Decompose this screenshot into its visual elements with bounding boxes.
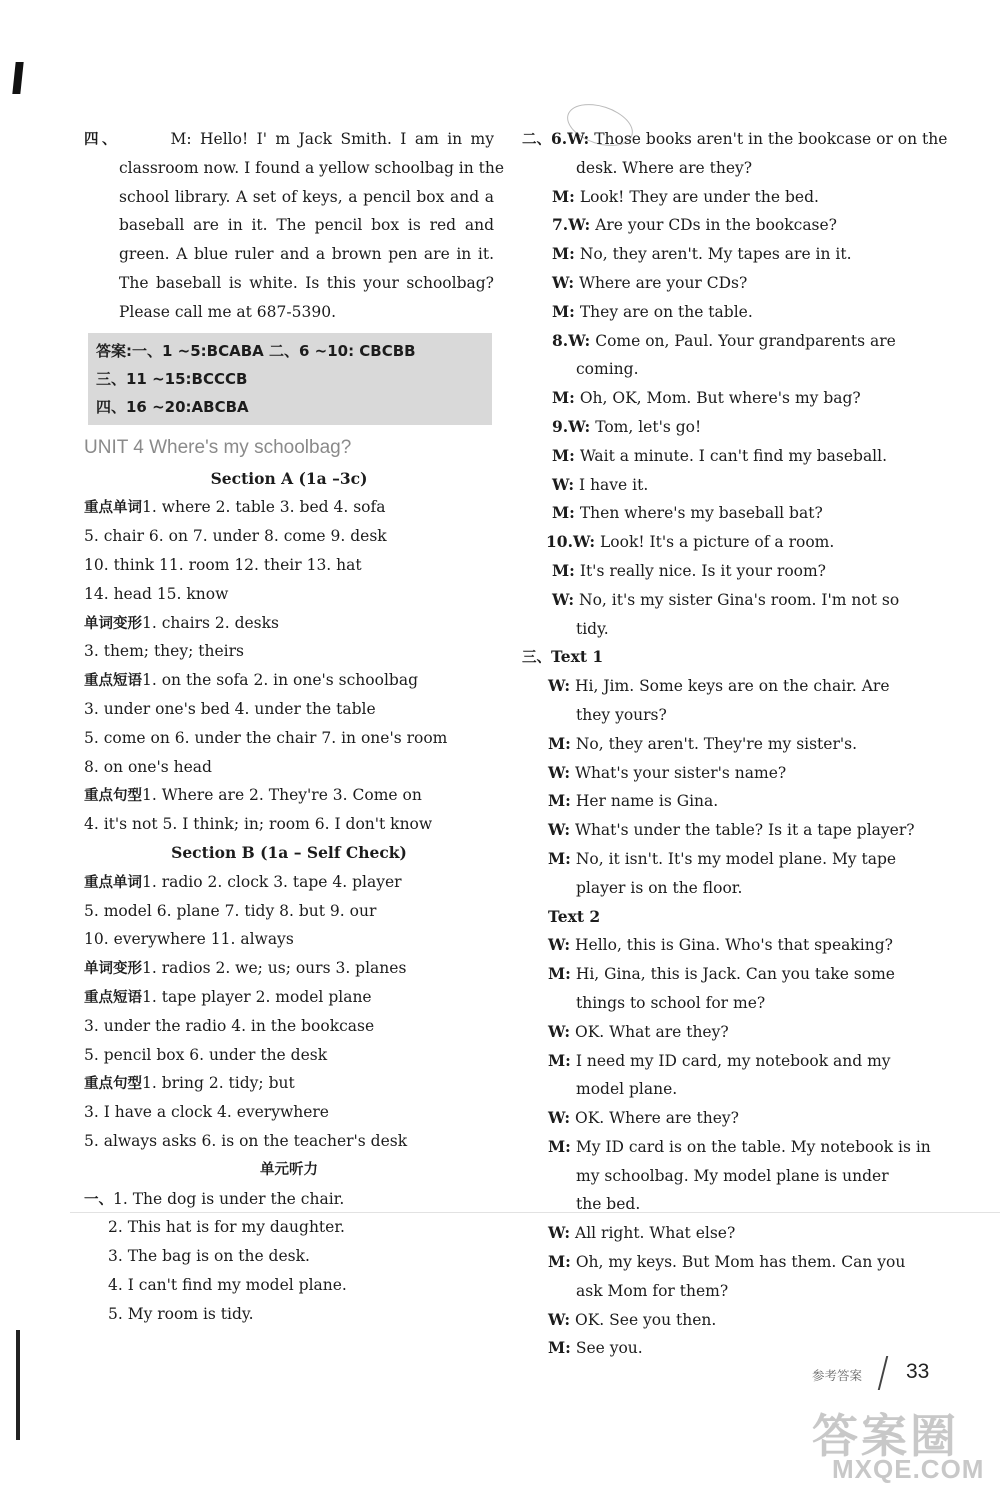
speaker-label: M: — [552, 560, 575, 580]
speaker-label: W: — [548, 935, 571, 955]
speaker-label: W: — [568, 416, 591, 436]
transcript-text: OK. See you then. — [575, 1310, 717, 1329]
vocab-line — [84, 954, 494, 983]
vocab-text: 5. model 6. plane 7. tidy 8. but 9. our — [84, 901, 377, 920]
vocab-line — [84, 666, 494, 695]
dialogue-line — [522, 240, 930, 269]
vocab-line — [84, 983, 494, 1012]
speaker-label: M: — [552, 388, 575, 408]
left-column — [84, 125, 505, 1328]
listening-line: 5. My room is tidy. — [108, 1304, 254, 1323]
transcript-line — [522, 1104, 930, 1133]
transcript-line — [522, 931, 930, 960]
dialogue-line — [522, 499, 930, 528]
monologue-line — [84, 125, 494, 154]
section-a-title: Section A (1a –3c) — [210, 468, 368, 488]
vocab-line — [84, 1012, 494, 1041]
dialogue-text: It's really nice. Is it your room? — [579, 561, 826, 580]
vocab-line — [84, 724, 494, 753]
speaker-label: M: — [548, 1252, 571, 1272]
vocab-text: 1. where 2. table 3. bed 4. sofa — [142, 498, 386, 517]
vocab-line — [84, 1098, 494, 1127]
dialogue-text: Tom, let's go! — [595, 417, 702, 436]
vocab-text: 14. head 15. know — [84, 584, 229, 603]
transcript-line — [522, 787, 930, 816]
dialogue-text: Those books aren't in the bookcase or on the — [594, 130, 948, 148]
transcript-line — [522, 701, 930, 730]
section-b-title: Section B (1a – Self Check) — [171, 842, 407, 862]
dialogue-line — [522, 615, 930, 644]
text1-title: Text 1 — [551, 647, 604, 667]
vocab-label: 单词变形 — [84, 615, 142, 632]
answer-line: 三、11 ~15:BCCCB — [96, 369, 248, 388]
vocab-line — [84, 868, 494, 897]
dialogue-line — [522, 154, 930, 183]
speaker-label: M: — [548, 733, 571, 753]
listening-line: 4. I can't find my model plane. — [108, 1275, 347, 1294]
transcript-text: things to school for me? — [576, 993, 766, 1012]
transcript-line — [522, 989, 930, 1018]
vocab-line — [84, 522, 494, 551]
watermark-logo: 答案圈 — [812, 1409, 959, 1463]
speaker-label: M: — [552, 503, 575, 523]
transcript-line — [522, 1018, 930, 1047]
right-column — [522, 125, 948, 1363]
text1-list — [522, 672, 930, 902]
dialogue-text: Then where's my baseball bat? — [579, 504, 823, 523]
dialogue-text: No, they aren't. My tapes are in it. — [579, 245, 852, 264]
transcript-text: Hello, this is Gina. Who's that speaking? — [575, 936, 893, 955]
speaker-label: M: — [552, 445, 575, 465]
speaker-label: W: — [548, 1309, 571, 1329]
listening-line: 2. This hat is for my daughter. — [108, 1218, 345, 1237]
transcript-line — [522, 1190, 930, 1219]
vocab-text: 5. always asks 6. is on the teacher's desk — [84, 1131, 408, 1150]
speaker-label: M: — [552, 186, 575, 206]
item-number: 8. — [552, 330, 569, 350]
binding-edge-mark — [16, 1330, 20, 1440]
answer-key-box — [88, 333, 492, 425]
listening-line — [84, 1185, 494, 1214]
vocab-text: 5. chair 6. on 7. under 8. come 9. desk — [84, 527, 387, 546]
dialogue-text: I have it. — [579, 475, 649, 494]
transcript-text: Hi, Jim. Some keys are on the chair. Are — [575, 677, 890, 696]
vocab-text: 1. on the sofa 2. in one's schoolbag — [142, 671, 418, 690]
dialogue-text: Come on, Paul. Your grandparents are — [595, 331, 896, 350]
dialogue-line — [522, 269, 930, 298]
speaker-label: W: — [568, 215, 591, 235]
vocab-label: 重点短语 — [84, 673, 142, 690]
speaker-label: W: — [572, 532, 596, 552]
vocab-line — [84, 810, 494, 839]
transcript-line — [522, 874, 930, 903]
speaker-label: M: — [548, 1338, 571, 1358]
vocab-text: 1. tape player 2. model plane — [142, 987, 372, 1006]
vocab-text: 10. everywhere 11. always — [84, 930, 294, 949]
transcript-text: Oh, my keys. But Mom has them. Can you — [575, 1253, 906, 1272]
dialogue-text: Look! It's a picture of a room. — [599, 533, 835, 552]
speaker-label: W: — [548, 1021, 571, 1041]
vocab-label: 重点单词 — [84, 500, 142, 517]
transcript-text: Hi, Gina, this is Jack. Can you take some — [575, 965, 895, 984]
speaker-label: W: — [552, 589, 575, 609]
vocab-line — [84, 925, 494, 954]
speaker-label: M: — [552, 244, 575, 264]
transcript-text: player is on the floor. — [576, 878, 743, 897]
transcript-line — [522, 1248, 930, 1277]
transcript-text: the bed. — [576, 1195, 641, 1214]
corner-print-mark — [12, 62, 23, 94]
vocab-text: 3. them; they; theirs — [84, 642, 244, 661]
item-number: 6. — [551, 129, 568, 148]
vocab-text: 8. on one's head — [84, 757, 212, 776]
dialogue-text: desk. Where are they? — [576, 158, 753, 177]
vocab-line — [84, 551, 494, 580]
transcript-text: OK. What are they? — [575, 1022, 729, 1041]
dialogue-line — [522, 413, 930, 442]
dialogue-text: tidy. — [576, 619, 609, 638]
item-number: 10. — [546, 532, 573, 552]
transcript-line — [522, 1075, 930, 1104]
dialogue-text: Oh, OK, Mom. But where's my bag? — [579, 389, 861, 408]
dialogue-list — [522, 125, 948, 643]
transcript-line — [522, 730, 930, 759]
section-label: 四、 — [84, 132, 120, 148]
item-number: 7. — [552, 215, 569, 235]
vocab-line — [84, 580, 494, 609]
transcript-line — [522, 816, 930, 845]
dialogue-line — [522, 125, 948, 154]
vocab-text: 1. bring 2. tidy; but — [142, 1074, 295, 1093]
speaker-label: W: — [548, 1223, 571, 1243]
transcript-text: No, they aren't. They're my sister's. — [575, 734, 858, 753]
transcript-line — [522, 1306, 930, 1335]
vocab-line — [84, 609, 494, 638]
speaker-label: M: — [552, 301, 575, 321]
dialogue-line — [522, 557, 930, 586]
dialogue-text: coming. — [576, 360, 639, 379]
monologue-text: M: Hello! I' m Jack Smith. I am in my — [170, 130, 495, 148]
speaker-label: W: — [568, 330, 591, 350]
vocab-line — [84, 1127, 494, 1156]
transcript-line — [522, 1047, 930, 1076]
vocab-text: 1. radio 2. clock 3. tape 4. player — [142, 872, 402, 891]
section-a-list — [84, 493, 494, 839]
vocab-text: 3. I have a clock 4. everywhere — [84, 1103, 329, 1122]
unit-title: UNIT 4 Where's my schoolbag? — [84, 436, 352, 458]
transcript-line — [522, 1162, 930, 1191]
vocab-text: 1. radios 2. we; us; ours 3. planes — [142, 959, 407, 978]
speaker-label: M: — [548, 964, 571, 984]
dialogue-text: No, it's my sister Gina's room. I'm not so — [579, 590, 900, 609]
speaker-label: M: — [548, 1136, 571, 1156]
transcript-text: No, it isn't. It's my model plane. My tape — [575, 849, 897, 868]
item-number: 9. — [552, 416, 569, 436]
vocab-line — [84, 1069, 494, 1098]
transcript-line — [522, 1334, 930, 1363]
dialogue-line — [522, 471, 930, 500]
monologue-line: The baseball is white. Is this your schoolbag? — [119, 273, 494, 292]
speaker-label: W: — [548, 676, 571, 696]
transcript-text: Her name is Gina. — [575, 792, 719, 811]
vocab-text: 1. Where are 2. They're 3. Come on — [142, 786, 422, 805]
transcript-text: See you. — [575, 1339, 643, 1358]
vocab-text: 3. under the radio 4. in the bookcase — [84, 1016, 375, 1035]
transcript-text: they yours? — [576, 705, 667, 724]
vocab-text: 4. it's not 5. I think; in; room 6. I don't know — [84, 815, 433, 834]
dialogue-line — [522, 442, 930, 471]
transcript-line — [522, 1133, 930, 1162]
dialogue-line — [522, 298, 930, 327]
speaker-label: M: — [548, 1050, 571, 1070]
dialogue-text: Are your CDs in the bookcase? — [595, 216, 837, 235]
footer-label: 参考答案 — [812, 1368, 863, 1383]
speaker-label: W: — [548, 762, 571, 782]
transcript-line — [522, 759, 930, 788]
transcript-text: I need my ID card, my notebook and my — [575, 1051, 891, 1070]
speaker-label: W: — [552, 272, 575, 292]
speaker-label: W: — [552, 474, 575, 494]
dialogue-line — [522, 355, 930, 384]
transcript-line — [522, 672, 930, 701]
dialogue-line — [522, 183, 930, 212]
watermark-url: MXQE.COM — [832, 1454, 985, 1484]
part-label: 二、 — [522, 132, 551, 148]
text1-heading — [522, 643, 930, 672]
transcript-line — [522, 845, 930, 874]
vocab-text: 1. chairs 2. desks — [142, 613, 279, 632]
vocab-text: 10. think 11. room 12. their 13. hat — [84, 555, 362, 574]
dialogue-line — [522, 384, 930, 413]
transcript-text: OK. Where are they? — [575, 1109, 739, 1128]
transcript-line — [522, 960, 930, 989]
dialogue-text: Where are your CDs? — [579, 273, 748, 292]
listening-text: 1. The dog is under the chair. — [113, 1189, 345, 1208]
answer-line: 答案:一、1 ~5:BCABA 二、6 ~10: CBCBB — [96, 341, 416, 360]
text2-list — [522, 931, 930, 1363]
vocab-line — [84, 897, 494, 926]
listening-title: 单元听力 — [260, 1161, 318, 1178]
dialogue-line — [522, 586, 930, 615]
part-label: 三、 — [522, 650, 551, 667]
transcript-text: my schoolbag. My model plane is under — [576, 1166, 889, 1185]
dialogue-line — [522, 211, 930, 240]
monologue-line: classroom now. I found a yellow schoolbag in the — [119, 158, 505, 177]
speaker-label: W: — [567, 129, 590, 148]
vocab-text: 5. pencil box 6. under the desk — [84, 1045, 328, 1064]
monologue-line: school library. A set of keys, a pencil box and a — [119, 187, 494, 206]
monologue-line: green. A blue ruler and a brown pen are in it. — [119, 245, 494, 264]
vocab-line — [84, 1041, 494, 1070]
vocab-line — [84, 781, 494, 810]
transcript-line — [522, 1277, 930, 1306]
vocab-line — [84, 753, 494, 782]
vocab-label: 重点单词 — [84, 874, 142, 891]
answer-line: 四、16 ~20:ABCBA — [96, 397, 249, 416]
transcript-text: What's your sister's name? — [575, 763, 787, 782]
vocab-label: 重点句型 — [84, 1076, 142, 1093]
monologue-line: Please call me at 687-5390. — [119, 302, 337, 321]
dialogue-line — [522, 327, 930, 356]
vocab-line — [84, 493, 494, 522]
vocab-text: 5. come on 6. under the chair 7. in one's room — [84, 728, 448, 747]
listening-line: 3. The bag is on the desk. — [108, 1247, 310, 1266]
section-b-list — [84, 868, 494, 1156]
dialogue-text: They are on the table. — [579, 302, 753, 321]
listening-label: 一、 — [84, 1191, 113, 1208]
text2-title: Text 2 — [548, 906, 601, 926]
page-number: 33 — [906, 1360, 930, 1383]
transcript-text: My ID card is on the table. My notebook is in — [575, 1137, 931, 1156]
speaker-label: W: — [548, 1108, 571, 1128]
vocab-label: 重点短语 — [84, 989, 142, 1006]
vocab-label: 重点句型 — [84, 788, 142, 805]
speaker-label: M: — [548, 791, 571, 811]
vocab-line — [84, 695, 494, 724]
vocab-label: 单词变形 — [84, 961, 142, 978]
transcript-text: What's under the table? Is it a tape player? — [575, 821, 915, 840]
transcript-text: All right. What else? — [575, 1224, 736, 1243]
monologue-line: baseball are in it. The pencil box is red and — [119, 216, 494, 235]
speaker-label: W: — [548, 820, 571, 840]
vocab-line — [84, 637, 494, 666]
transcript-line — [522, 1219, 930, 1248]
transcript-text: model plane. — [576, 1080, 678, 1099]
dialogue-line — [522, 528, 930, 557]
transcript-text: ask Mom for them? — [576, 1281, 729, 1300]
speaker-label: M: — [548, 848, 571, 868]
dialogue-text: Wait a minute. I can't find my baseball. — [579, 446, 888, 465]
vocab-text: 3. under one's bed 4. under the table — [84, 699, 376, 718]
dialogue-text: Look! They are under the bed. — [579, 187, 819, 206]
